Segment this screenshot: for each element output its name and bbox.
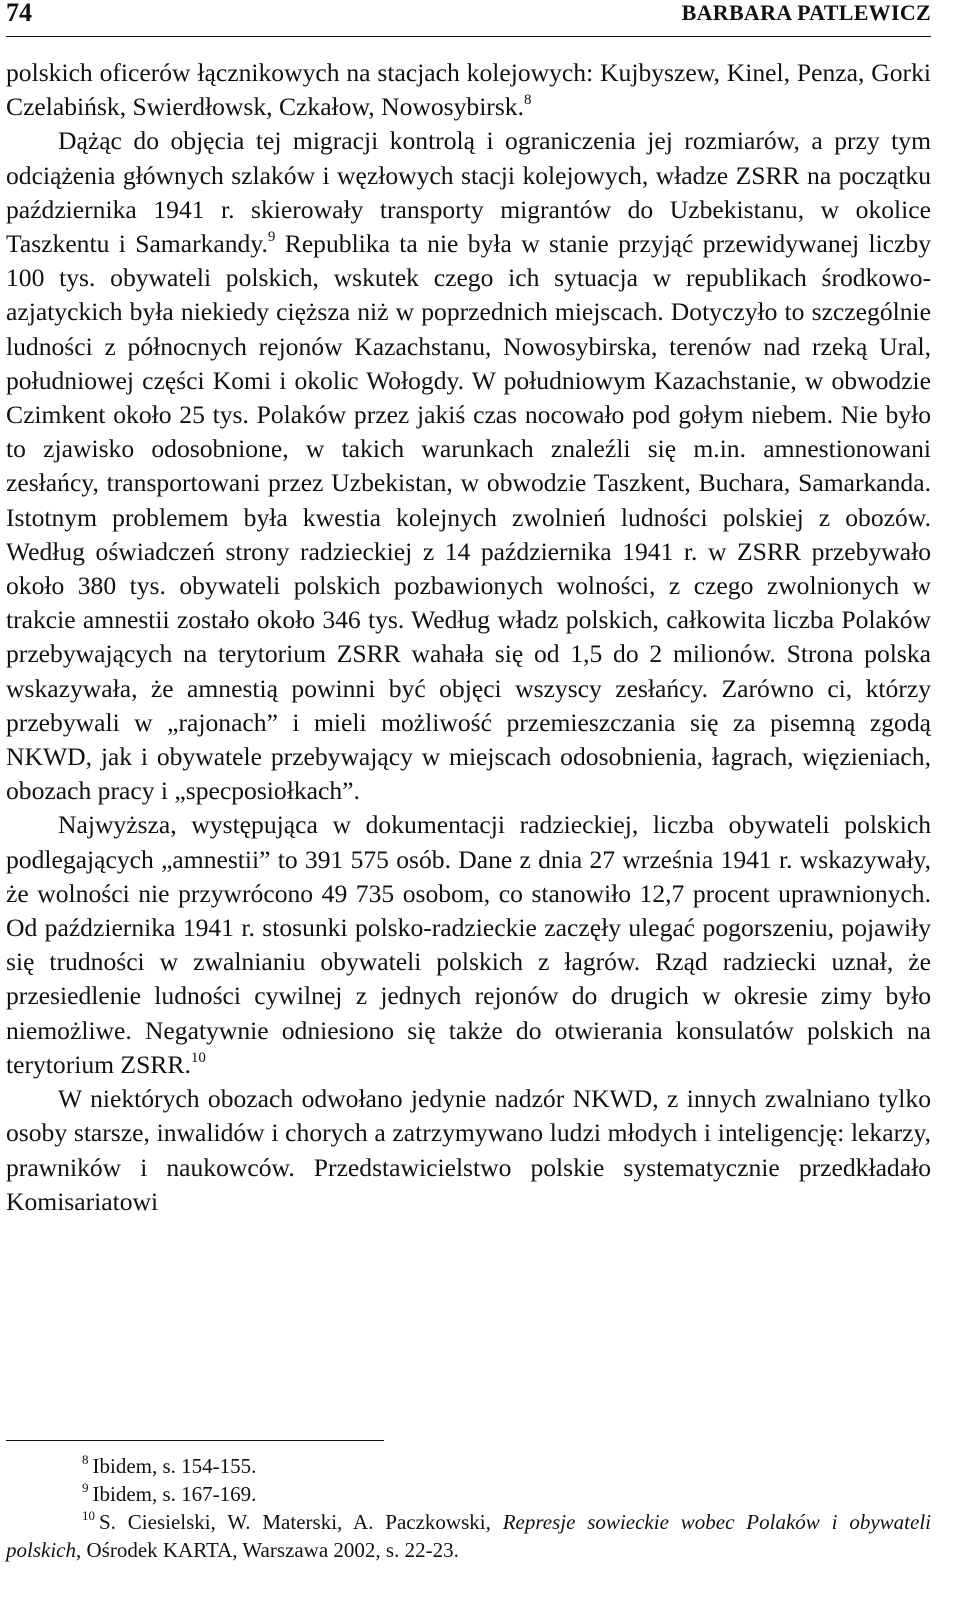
footnote-text: Ibidem, s. 154-155. (92, 1454, 257, 1478)
footnote-publication: , Ośrodek KARTA, Warszawa 2002, s. 22-23. (75, 1538, 459, 1562)
document-page (6, 0, 931, 1610)
paragraph: polskich oficerów łącznikowych na stacjach kolejowych: Kujbyszew, Kinel, Penza, Gorki Czelabińsk, Swierdłowsk, Czkałow, Nowosybirsk.$^8$ (6, 58, 931, 122)
footnotes (6, 1452, 931, 1564)
page-header (6, 0, 931, 37)
footnote-text: Ibidem, s. 167-169. (92, 1482, 257, 1506)
running-head-author: BARBARA PATLEWICZ (681, 0, 931, 25)
footnote-reference[interactable]: 8 (524, 92, 532, 109)
page-number: 74 (6, 0, 32, 27)
body-text (6, 56, 931, 1219)
paragraph: Najwyższa, występująca w dokumentacji radzieckiej, liczba obywateli polskich podlegających „amnestii” to 391 575 osób. Dane z dnia 27 września 1941 r. wskazywały, że wolności nie przywrócono 49 735 osobom, co stanowiło 12,7 procent uprawnionych. Od października 1941 r. stosunki polsko-radzieckie zaczęły ulegać pogorszeniu, pojawiły się trudności w zwalnianiu obywateli polskich z łagrów. Rząd radziecki uznał, że przesiedlenie ludności cywilnej z jednych rejonów do drugich w okresie zimy było niemożliwe. Negatywnie odniesiono się także do otwierania konsulatów polskich na terytorium ZSRR.$^{10}$ (6, 810, 931, 1079)
paragraph: Dążąc do objęcia tej migracji kontrolą i ograniczenia jej rozmiarów, a przy tym odciążenia głównych szlaków i węzłowych stacji kolejowych, władze ZSRR na początku października 1941 r. skierowały transporty migrantów do Uzbekistanu, w okolice Taszkentu i Samarkandy.$^9$ Republika ta nie była w stanie przyjąć przewidywanej liczby 100 tys. obywateli polskich, wskutek czego ich sytuacja w republikach środkowo-azjatyckich była niekiedy cięższa niż w poprzednich miejscach. Dotyczyło to szczególnie ludności z północnych rejonów Kazachstanu, Nowosybirska, terenów nad rzeką Ural, południowej części Komi i okolic Wołogdy. W południowym Kazachstanie, w obwodzie Czimkent około 25 tys. Polaków przez jakiś czas nocowało pod gołym niebem. Nie było to zjawisko odosobnione, w takich warunkach znaleźli się m.in. amnestionowani zesłańcy, transportowani przez Uzbekistan, w obwodzie Taszkent, Buchara, Samarkanda. Istotnym problemem była kwestia kolejnych zwolnień ludności polskiej z obozów. Według oświadczeń strony radzieckiej z 14 października 1941 r. w ZSRR przebywało około 380 tys. obywateli polskich pozbawionych wolności, z czego zwolnionych w trakcie amnestii zostało około 346 tys. Według władz polskich, całkowita liczba Polaków przebywających na terytorium ZSRR wahała się od 1,5 do 2 milionów. Strona polska wskazywała, że amnestią powinni być objęci wszyscy zesłańcy. Zarówno ci, którzy przebywali w „rajonach” i mieli możliwość przemieszczania się za pisemną zgodą NKWD, jak i obywatele przebywający w miejscach odosobnienia, łagrach, więzieniach, obozach pracy i „specposiołkach”. (6, 126, 931, 806)
footnote-reference[interactable]: 9 (267, 229, 276, 246)
footnote-book-title: Represje sowieckie wobec Polaków i obywateli polskich (6, 1510, 931, 1562)
footnote-separator (6, 1440, 384, 1441)
footnote-reference[interactable]: 10 (190, 1049, 206, 1066)
footnote: 8 Ibidem, s. 154-155. (82, 1452, 257, 1478)
paragraph: W niektórych obozach odwołano jedynie nadzór NKWD, z innych zwalniano tylko osoby starsze, inwalidów i chorych a zatrzymywano ludzi młodych i inteligencję: lekarzy, prawników i naukowców. Przedstawicielstwo polskie systematycznie przedkładało Komisariatowi (6, 1084, 931, 1216)
footnote-authors: S. Ciesielski, W. Materski, A. Paczkowski, (99, 1510, 503, 1534)
footnote: 9 Ibidem, s. 167-169. (82, 1480, 257, 1506)
footnote: 10 S. Ciesielski, W. Materski, A. Paczkowski, Represje sowieckie wobec Polaków i obywateli polskich, Ośrodek KARTA, Warszawa 2002, s. 22-23. (6, 1508, 931, 1562)
